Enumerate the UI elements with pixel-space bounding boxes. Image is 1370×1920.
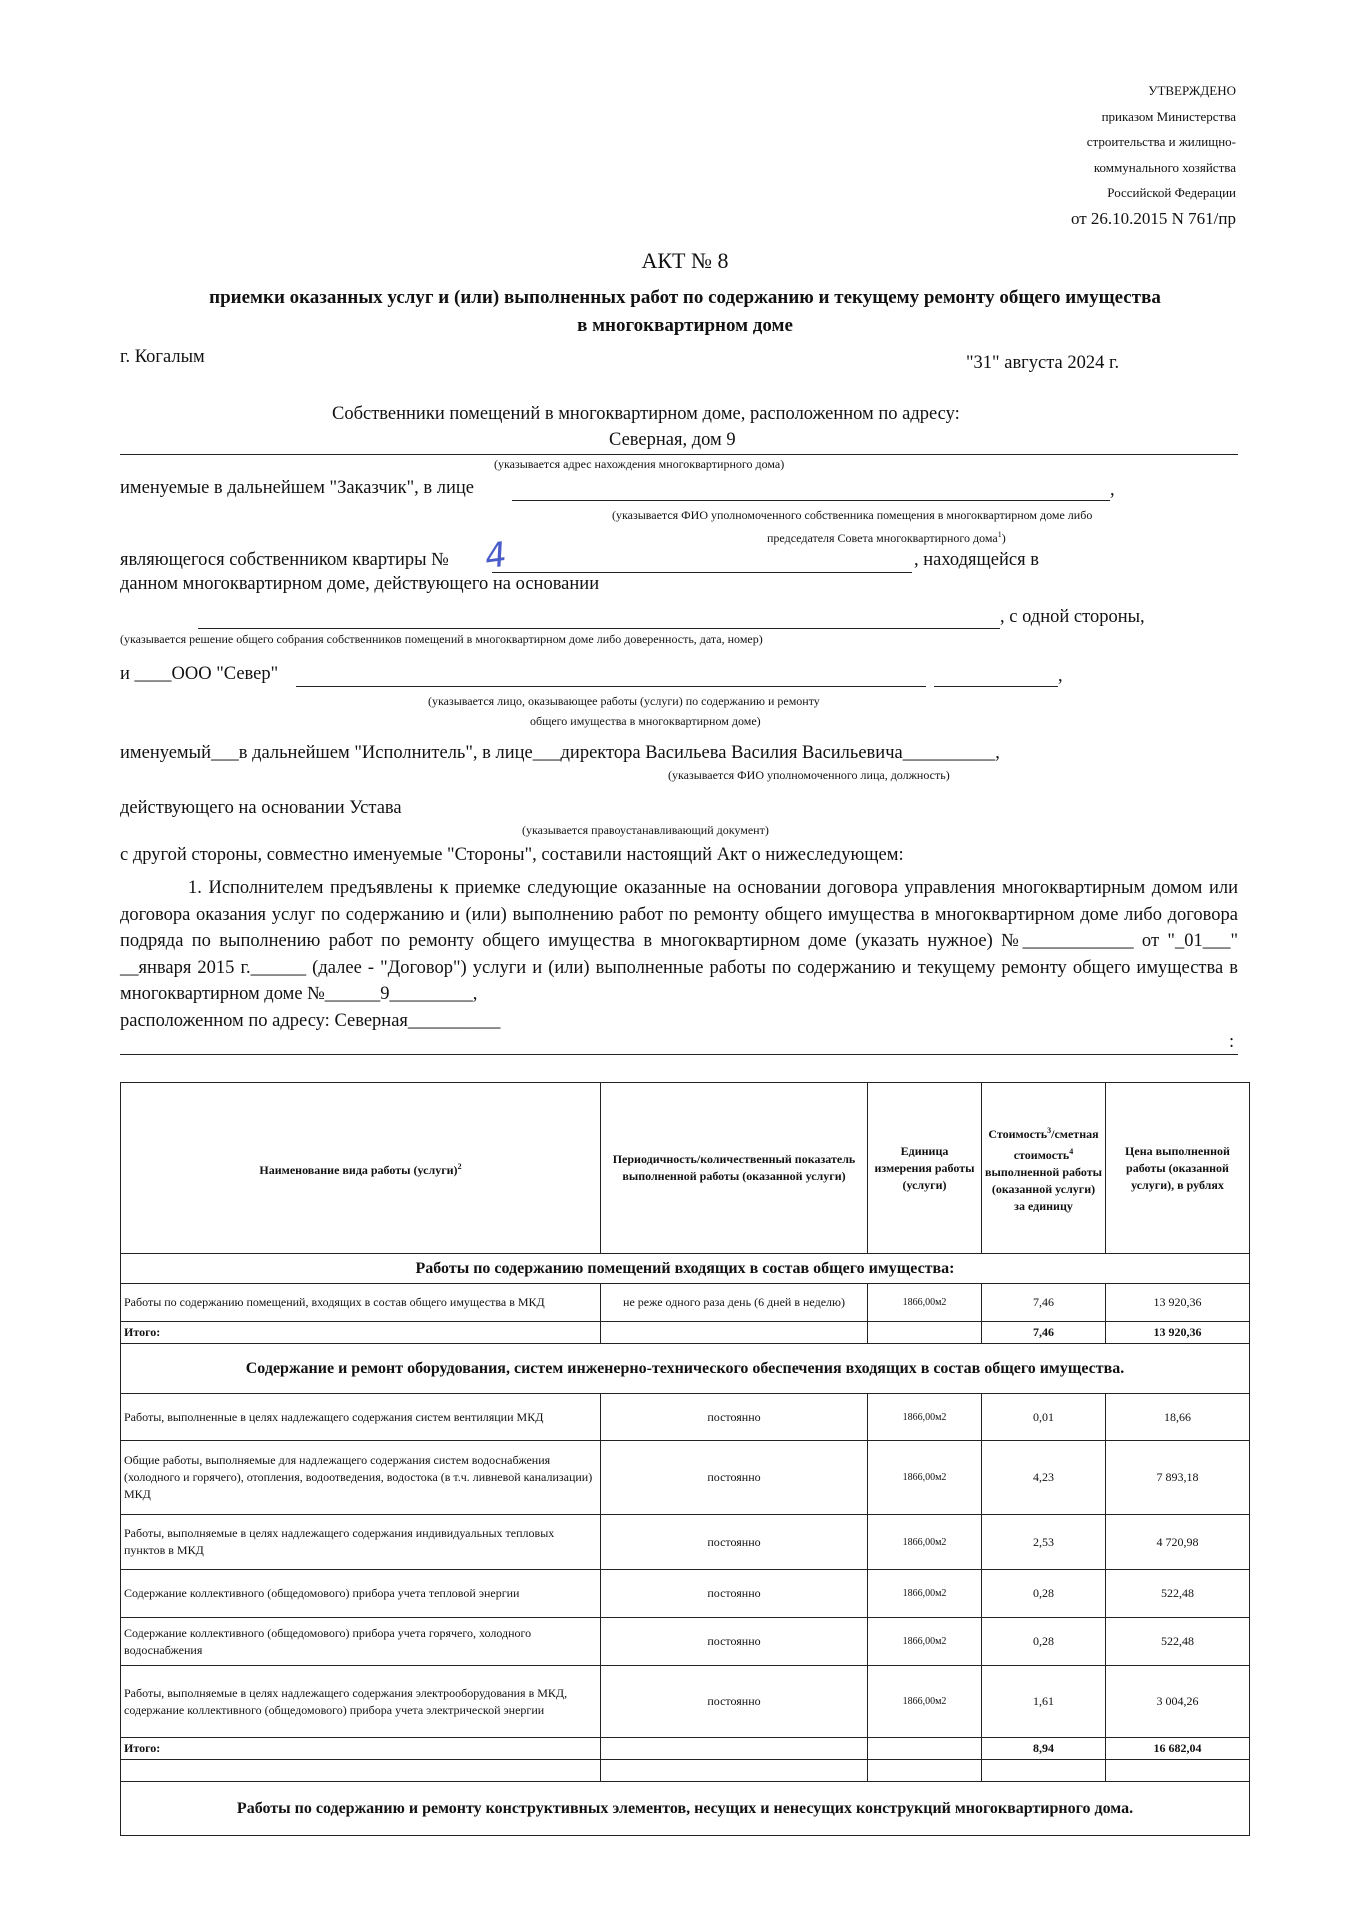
act-title	[100, 284, 1270, 340]
row-unit: 1866,00м2	[868, 1441, 982, 1515]
total-price: 16 682,04	[1106, 1738, 1250, 1760]
empty-cell	[1106, 1760, 1250, 1782]
total-cost: 7,46	[982, 1322, 1106, 1344]
row-price: 7 893,18	[1106, 1441, 1250, 1515]
row-name: Работы, выполненные в целях надлежащего содержания систем вентиляции МКД	[121, 1394, 601, 1441]
works-table	[120, 1082, 1250, 1836]
address-note: (указывается адрес нахождения многоквартирного дома)	[494, 457, 785, 471]
row-period: постоянно	[601, 1618, 868, 1666]
section-2-title: Содержание и ремонт оборудования, систем инженерно-технического обеспечения входящих в состав общего имущества.	[121, 1344, 1250, 1394]
spacer-row	[121, 1760, 1250, 1782]
total-empty	[601, 1322, 868, 1344]
acting-note: (указывается правоустанавливающий документ)	[522, 823, 769, 837]
row-price: 3 004,26	[1106, 1666, 1250, 1738]
basis-blank	[198, 628, 1000, 629]
address-line	[120, 454, 1238, 455]
header-name	[121, 1083, 601, 1254]
row-name: Работы, выполняемые в целях надлежащего содержания электрооборудования в МКД, содержание коллективного (общедомового) прибора учета электрической энергии	[121, 1666, 601, 1738]
executor-note: (указывается ФИО уполномоченного лица, должность)	[668, 768, 950, 782]
row-price: 4 720,98	[1106, 1515, 1250, 1570]
row-cost: 1,61	[982, 1666, 1106, 1738]
header-cost-b: /сметная стоимость	[1013, 1126, 1099, 1162]
row-price: 522,48	[1106, 1570, 1250, 1618]
contractor-blank-2	[934, 686, 1058, 687]
empty-cell	[982, 1760, 1106, 1782]
basis-line: данном многоквартирном доме, действующего на основании	[120, 574, 600, 594]
owner-line-end: , находящейся в	[914, 550, 1039, 570]
act-title-line-2: в многоквартирном доме	[577, 315, 793, 336]
table-row	[121, 1570, 1250, 1618]
table-header-row	[121, 1083, 1250, 1254]
clause-1-address: расположенном по адресу: Северная__________	[120, 1010, 501, 1031]
one-side: , с одной стороны,	[1000, 607, 1145, 627]
header-cost	[982, 1083, 1106, 1254]
decision-note: (указывается решение общего собрания собственников помещений в многоквартирном доме либо доверенность, дата, номер)	[120, 632, 763, 646]
row-price: 18,66	[1106, 1394, 1250, 1441]
acting-line: действующего на основании Устава	[120, 798, 402, 818]
row-period: не реже одного раза день (6 дней в неделю)	[601, 1284, 868, 1322]
row-period: постоянно	[601, 1394, 868, 1441]
header-cost-a: Стоимость	[988, 1126, 1048, 1141]
approval-line: строительства и жилищно-	[1086, 134, 1236, 149]
row-period: постоянно	[601, 1666, 868, 1738]
row-unit: 1866,00м2	[868, 1394, 982, 1441]
row-price: 13 920,36	[1106, 1284, 1250, 1322]
rep-note-2-text: председателя Совета многоквартирного дома	[767, 531, 998, 545]
clause-end-mark: :	[1229, 1032, 1235, 1052]
row-cost: 0,28	[982, 1570, 1106, 1618]
header-name-footnote: 2	[457, 1161, 462, 1171]
clause-1-text: 1. Исполнителем предъявлены к приемке следующие оказанные на основании договора управления многоквартирным домом или договора оказания услуг по содержанию и (или) выполнению работ по ремонту общего имущества в многоквартирном доме либо договора подряда по выполнению работ по ремонту общего имущества в многоквартирном доме (указать нужное) №____________ от "_01___" __января 2015 г.______ (далее - "Договор") услуги и (или) выполненные работы по содержанию и текущему ремонту общего имущества в многоквартирном доме №______9_________,	[120, 878, 1238, 1004]
row-unit: 1866,00м2	[868, 1618, 982, 1666]
approval-block	[1071, 78, 1236, 231]
table-row	[121, 1618, 1250, 1666]
header-period: Периодичность/количественный показатель выполненной работы (оказанной услуги)	[601, 1083, 868, 1254]
contractor-comma: ,	[1058, 666, 1063, 686]
contractor-line: и ____ООО "Север"	[120, 664, 279, 684]
row-cost: 0,01	[982, 1394, 1106, 1441]
table-row	[121, 1394, 1250, 1441]
approval-line: приказом Министерства	[1101, 108, 1236, 124]
section-row	[121, 1254, 1250, 1284]
owners-intro: Собственники помещений в многоквартирном доме, расположенном по адресу:	[332, 404, 960, 424]
total-row	[121, 1738, 1250, 1760]
contractor-note-1: (указывается лицо, оказывающее работы (услуги) по содержанию и ремонту	[428, 694, 820, 708]
rep-note-2	[767, 530, 1006, 546]
header-cost-footnote-1: 3	[1047, 1125, 1052, 1135]
total-empty	[601, 1738, 868, 1760]
owner-line: являющегося собственником квартиры №	[120, 550, 449, 570]
customer-line: именуемые в дальнейшем "Заказчик", в лице	[120, 478, 475, 498]
total-empty	[868, 1322, 982, 1344]
header-cost-c: выполненной работы (оказанной услуги) за единицу	[985, 1164, 1102, 1213]
section-1-title: Работы по содержанию помещений входящих в состав общего имущества:	[121, 1254, 1250, 1284]
row-name: Работы, выполняемые в целях надлежащего содержания индивидуальных тепловых пунктов в МКД	[121, 1515, 601, 1570]
apartment-line	[492, 572, 912, 573]
row-period: постоянно	[601, 1515, 868, 1570]
total-price: 13 920,36	[1106, 1322, 1250, 1344]
approval-line: УТВЕРЖДЕНО	[1148, 83, 1236, 98]
row-period: постоянно	[601, 1570, 868, 1618]
section-3-title: Работы по содержанию и ремонту конструктивных элементов, несущих и ненесущих конструкций многоквартирного дома.	[121, 1782, 1250, 1836]
table-row	[121, 1666, 1250, 1738]
rep-note-1: (указывается ФИО уполномоченного собственника помещения в многоквартирном доме либо	[612, 508, 1093, 522]
header-price: Цена выполненной работы (оказанной услуги), в рублях	[1106, 1083, 1250, 1254]
section-row	[121, 1344, 1250, 1394]
row-price: 522,48	[1106, 1618, 1250, 1666]
total-label: Итого:	[121, 1322, 601, 1344]
row-period: постоянно	[601, 1441, 868, 1515]
act-number: АКТ № 8	[641, 248, 729, 273]
header-cost-footnote-2: 4	[1069, 1146, 1074, 1156]
other-side-line: с другой стороны, совместно именуемые "Стороны", составили настоящий Акт о нижеследующем:	[120, 845, 904, 865]
total-row	[121, 1322, 1250, 1344]
customer-comma: ,	[1110, 480, 1115, 500]
apartment-number-handwritten: 4	[482, 534, 510, 578]
customer-rep-line	[512, 500, 1110, 501]
row-unit: 1866,00м2	[868, 1570, 982, 1618]
row-unit: 1866,00м2	[868, 1284, 982, 1322]
contractor-blank	[296, 686, 926, 687]
contractor-note-2: общего имущества в многоквартирном доме)	[530, 714, 761, 728]
empty-cell	[121, 1760, 601, 1782]
approval-order: от 26.10.2015 N 761/пр	[1070, 208, 1236, 228]
row-cost: 7,46	[982, 1284, 1106, 1322]
row-name: Работы по содержанию помещений, входящих в состав общего имущества в МКД	[121, 1284, 601, 1322]
clause-blank-line	[120, 1054, 1238, 1055]
executor-line: именуемый___в дальнейшем "Исполнитель", в лице___директора Васильева Василия Васильевича__________,	[120, 743, 1000, 763]
row-name: Общие работы, выполняемые для надлежащего содержания систем водоснабжения (холодного и горячего), отопления, водоотведения, водостока (в т.ч. ливневой канализации) МКД	[121, 1441, 601, 1515]
empty-cell	[601, 1760, 868, 1782]
city: г. Когалым	[120, 347, 205, 367]
row-unit: 1866,00м2	[868, 1666, 982, 1738]
row-unit: 1866,00м2	[868, 1515, 982, 1570]
section-row	[121, 1782, 1250, 1836]
empty-cell	[868, 1760, 982, 1782]
total-label: Итого:	[121, 1738, 601, 1760]
table-row	[121, 1515, 1250, 1570]
row-cost: 2,53	[982, 1515, 1106, 1570]
rep-note-footnote: 1	[997, 530, 1002, 539]
table-row	[121, 1441, 1250, 1515]
row-name: Содержание коллективного (общедомового) прибора учета горячего, холодного водоснабжения	[121, 1618, 601, 1666]
rep-note-close: )	[1001, 531, 1006, 545]
clause-1	[120, 875, 1238, 1034]
total-empty	[868, 1738, 982, 1760]
header-name-text: Наименование вида работы (услуги)	[259, 1162, 458, 1177]
act-date: "31" августа 2024 г.	[966, 353, 1120, 373]
row-cost: 0,28	[982, 1618, 1106, 1666]
header-unit: Единица измерения работы (услуги)	[868, 1083, 982, 1254]
approval-line: коммунального хозяйства	[1093, 159, 1236, 175]
total-cost: 8,94	[982, 1738, 1106, 1760]
act-title-line-1: приемки оказанных услуг и (или) выполненных работ по содержанию и текущему ремонту общего имущества	[209, 287, 1161, 308]
table-row	[121, 1284, 1250, 1322]
row-cost: 4,23	[982, 1441, 1106, 1515]
row-name: Содержание коллективного (общедомового) прибора учета тепловой энергии	[121, 1570, 601, 1618]
house-address: Северная, дом 9	[609, 430, 736, 450]
approval-line: Российской Федерации	[1107, 185, 1236, 200]
